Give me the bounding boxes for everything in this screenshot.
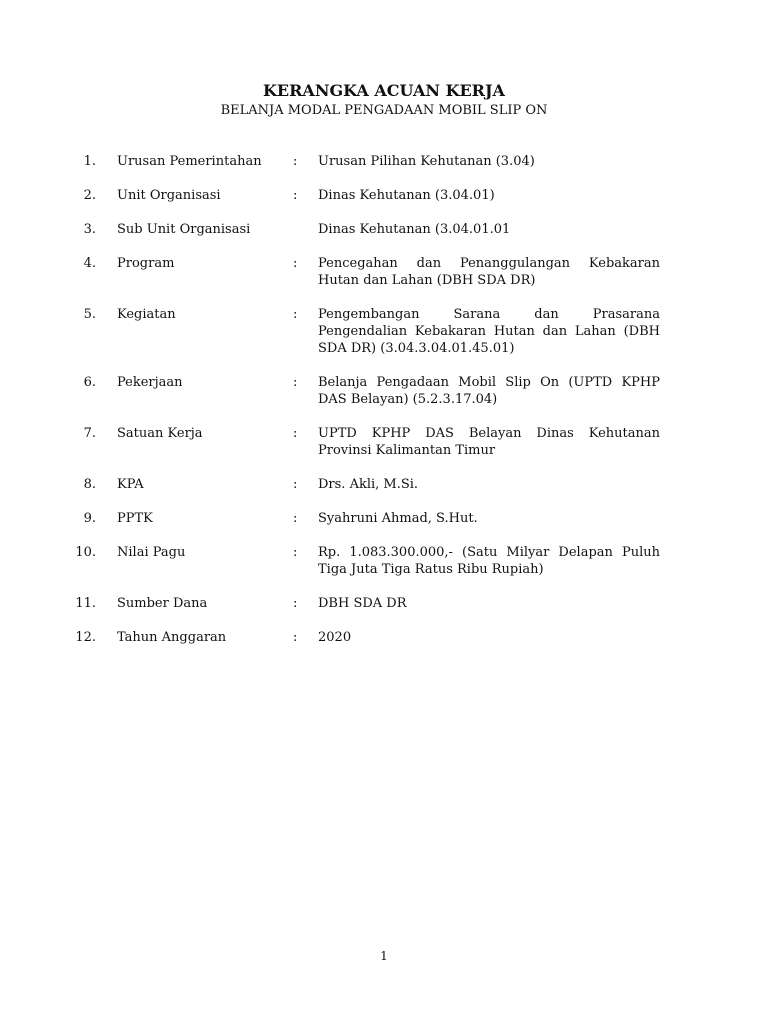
item-number: 9. <box>83 511 96 526</box>
item-number: 11. <box>75 596 96 611</box>
item-value: Urusan Pilihan Kehutanan (3.04) <box>318 154 535 169</box>
list-item <box>0 153 768 170</box>
list-item <box>0 374 768 408</box>
list-item <box>0 629 768 646</box>
item-value: Belanja Pengadaan Mobil Slip On (UPTD KPHP DAS Belayan) (5.2.3.17.04) <box>318 375 660 407</box>
item-label: Nilai Pagu <box>117 545 186 560</box>
item-label: Urusan Pemerintahan <box>117 154 262 169</box>
list-item <box>0 425 768 459</box>
item-colon: : <box>293 596 298 611</box>
list-item <box>0 187 768 204</box>
item-number: 4. <box>83 256 96 271</box>
item-colon: : <box>293 545 298 560</box>
item-label: Sumber Dana <box>117 596 208 611</box>
item-label: KPA <box>117 477 144 492</box>
item-value: Dinas Kehutanan (3.04.01) <box>318 188 495 203</box>
item-number: 1. <box>83 154 96 169</box>
list-item <box>0 306 768 357</box>
item-number: 8. <box>83 477 96 492</box>
item-number: 3. <box>83 222 96 237</box>
item-value: DBH SDA DR <box>318 596 407 611</box>
item-value: Dinas Kehutanan (3.04.01.01 <box>318 222 511 237</box>
item-colon: : <box>293 154 298 169</box>
item-label: Satuan Kerja <box>117 426 203 441</box>
document-title: KERANGKA ACUAN KERJA <box>263 81 505 100</box>
item-list <box>0 153 768 663</box>
item-label: PPTK <box>117 511 153 526</box>
item-value: Pengembangan Sarana dan Prasarana Pengendalian Kebakaran Hutan dan Lahan (DBH SDA DR) (3.04.3.04.01.45.01) <box>318 307 660 356</box>
item-label: Pekerjaan <box>117 375 183 390</box>
item-label: Tahun Anggaran <box>117 630 227 645</box>
item-label: Unit Organisasi <box>117 188 221 203</box>
item-value: UPTD KPHP DAS Belayan Dinas Kehutanan Provinsi Kalimantan Timur <box>318 426 660 458</box>
item-number: 7. <box>83 426 96 441</box>
item-number: 2. <box>83 188 96 203</box>
document-subtitle: BELANJA MODAL PENGADAAN MOBIL SLIP ON <box>220 103 548 118</box>
item-colon: : <box>293 256 298 271</box>
item-value: Syahruni Ahmad, S.Hut. <box>318 511 478 526</box>
item-value: 2020 <box>318 630 352 645</box>
item-number: 6. <box>83 375 96 390</box>
item-label: Sub Unit Organisasi <box>117 222 251 237</box>
item-colon: : <box>293 375 298 390</box>
list-item <box>0 221 768 238</box>
list-item <box>0 595 768 612</box>
item-colon: : <box>293 188 298 203</box>
item-value: Rp. 1.083.300.000,- (Satu Milyar Delapan Puluh Tiga Juta Tiga Ratus Ribu Rupiah) <box>318 545 660 577</box>
item-colon: : <box>293 307 298 322</box>
item-label: Program <box>117 256 175 271</box>
item-value: Drs. Akli, M.Si. <box>318 477 419 492</box>
item-value: Pencegahan dan Penanggulangan Kebakaran Hutan dan Lahan (DBH SDA DR) <box>318 256 660 288</box>
list-item <box>0 255 768 289</box>
item-colon: : <box>293 511 298 526</box>
list-item <box>0 510 768 527</box>
item-number: 10. <box>75 545 96 560</box>
item-colon: : <box>293 477 298 492</box>
item-colon: : <box>293 630 298 645</box>
item-number: 5. <box>83 307 96 322</box>
page-number: 1 <box>380 949 388 963</box>
list-item <box>0 476 768 493</box>
item-colon: : <box>293 426 298 441</box>
item-label: Kegiatan <box>117 307 176 322</box>
list-item <box>0 544 768 578</box>
item-number: 12. <box>75 630 96 645</box>
